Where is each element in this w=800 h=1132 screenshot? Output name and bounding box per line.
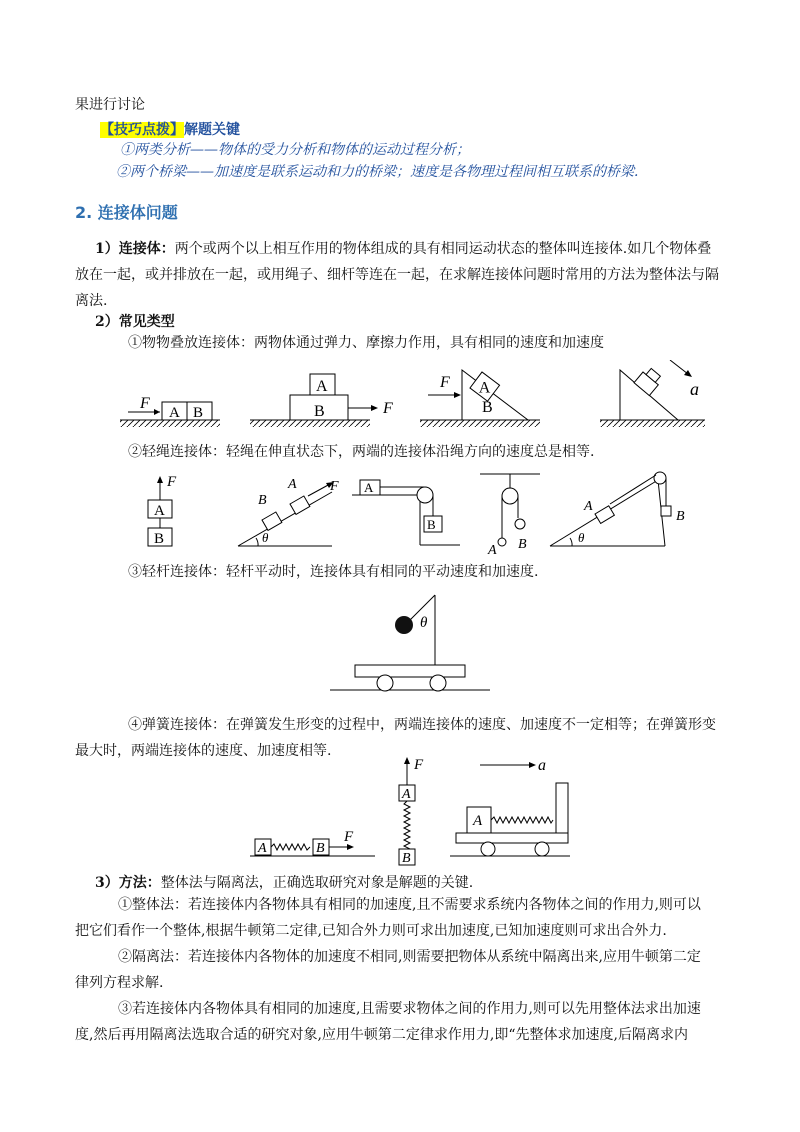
method-2-text-1: ②隔离法：若连接体内各物体的加速度不相同,则需要把物体从系统中隔离出来,应用牛顿第二定 (118, 949, 701, 965)
diagram-side-by-side (120, 395, 220, 427)
diagram-incline-pulley (550, 472, 685, 546)
type-4-text-2: 最大时，两端连接体的速度、加速度相等. (75, 743, 332, 759)
diagram-incline-slide (600, 360, 705, 427)
definition-text-2: 放在一起，或并排放在一起，或用绳子、细杆等连在一起，在求解连接体问题时常用的方法为整体法与隔 (75, 267, 719, 283)
label-a-8: A (584, 499, 593, 514)
label-b-8: B (676, 509, 685, 524)
method-1-text-2: 把它们看作一个整体,根据牛顿第二定律,已知合外力则可求出加速度,已知加速度则可求出合外力. (75, 923, 667, 939)
label-b-3: B (482, 399, 493, 416)
type-1-text: ①物物叠放连接体：两物体通过弹力、摩擦力作用，具有相同的速度和加速度 (128, 335, 604, 351)
type-3-text: ③轻杆连接体：轻杆平动时，连接体具有相同的平动速度和加速度. (128, 564, 539, 580)
rope-connected-diagrams (120, 470, 700, 558)
label-theta-1: θ (262, 530, 269, 545)
diagram-hanging-pulley (480, 474, 540, 558)
label-theta-3: θ (420, 615, 428, 631)
tip-line-2: ②两个桥梁——加速度是联系运动和力的桥梁；速度是各物理过程间相互联系的桥梁. (116, 164, 639, 180)
label-a-4: A (154, 503, 165, 519)
label-a-10: A (402, 787, 411, 802)
label-a-accel-1: a (690, 379, 699, 399)
method-intro: 整体法与隔离法，正确选取研究对象是解题的关键. (160, 875, 474, 891)
diagram-vertical-rope (148, 474, 177, 547)
label-b-2: B (314, 403, 325, 420)
definition-paragraph (75, 236, 735, 314)
diagram-horizontal-spring (250, 829, 375, 856)
label-a-3: A (478, 379, 491, 397)
label-a-accel-2: a (538, 757, 546, 774)
label-b-9: B (316, 841, 325, 856)
stacked-blocks-diagrams (110, 360, 710, 440)
method-1-text-1: ①整体法：若连接体内各物体具有相同的加速度,且不需要求系统内各物体之间的作用力,则可以 (118, 897, 701, 913)
method-label: 3）方法： (95, 875, 161, 891)
spring-connected-diagrams (250, 755, 580, 870)
label-b-1: B (193, 405, 204, 421)
definition-text-3: 离法. (75, 293, 108, 309)
method-2-text-2: 律列方程求解. (75, 975, 164, 991)
label-a-2: A (316, 378, 328, 395)
method-paragraphs (75, 892, 735, 1048)
label-b-10: B (402, 851, 411, 866)
tip-title: 解题关键 (184, 122, 240, 138)
diagram-table-pulley (352, 480, 460, 545)
type-2-text: ②轻绳连接体：轻绳在伸直状态下，两端的连接体沿绳方向的速度总是相等. (128, 444, 595, 460)
label-b-4: B (154, 531, 165, 547)
method-heading (95, 873, 473, 893)
label-f-5: F (330, 479, 339, 494)
label-a-9: A (258, 841, 267, 856)
label-a-1: A (169, 405, 180, 421)
label-f-3: F (440, 374, 450, 391)
label-a-5: A (288, 477, 297, 492)
label-f-4: F (167, 474, 177, 490)
definition-label: 1）连接体： (95, 241, 175, 257)
method-3-text-2: 度,然后再用隔离法选取合适的研究对象,应用牛顿第二定律求作用力,即“先整体求加速度,后隔离求内 (75, 1027, 688, 1043)
diagram-vertical-spring (399, 757, 424, 866)
diagram-incline-rope (238, 477, 339, 546)
label-f-1: F (140, 395, 150, 412)
label-theta-2: θ (578, 530, 585, 545)
label-f-2: F (383, 400, 393, 417)
cart-rod-diagram (330, 585, 490, 700)
types-label: 2）常见类型 (95, 314, 175, 330)
label-a-7: A (488, 543, 497, 558)
definition-text-1: 两个或两个以上相互作用的物体组成的具有相同运动状态的整体叫连接体.如几个物体叠 (174, 241, 712, 257)
diagram-cart-spring (450, 757, 570, 856)
method-3-text-1: ③若连接体内各物体具有相同的加速度,且需要求物体之间的作用力,则可以先用整体法求出加速 (118, 1001, 701, 1017)
diagram-wedge-push (420, 370, 540, 427)
diagram-stacked (250, 374, 393, 427)
label-a-6: A (364, 480, 374, 495)
intro-tail: 果进行讨论 (75, 97, 145, 113)
label-b-7: B (518, 537, 527, 552)
tip-heading (100, 120, 240, 140)
label-b-6: B (427, 517, 436, 532)
label-b-5: B (258, 493, 267, 508)
label-f-9: F (344, 829, 354, 845)
tip-line-1: ①两类分析——物体的受力分析和物体的运动过程分析； (120, 142, 470, 158)
section-heading: 2. 连接体问题 (75, 203, 178, 222)
label-f-10: F (414, 757, 424, 773)
type-4-text-1: ④弹簧连接体：在弹簧发生形变的过程中，两端连接体的速度、加速度不一定相等；在弹簧形变 (128, 717, 716, 733)
tip-tag: 【技巧点拨】 (100, 122, 184, 138)
label-a-11: A (473, 813, 483, 829)
